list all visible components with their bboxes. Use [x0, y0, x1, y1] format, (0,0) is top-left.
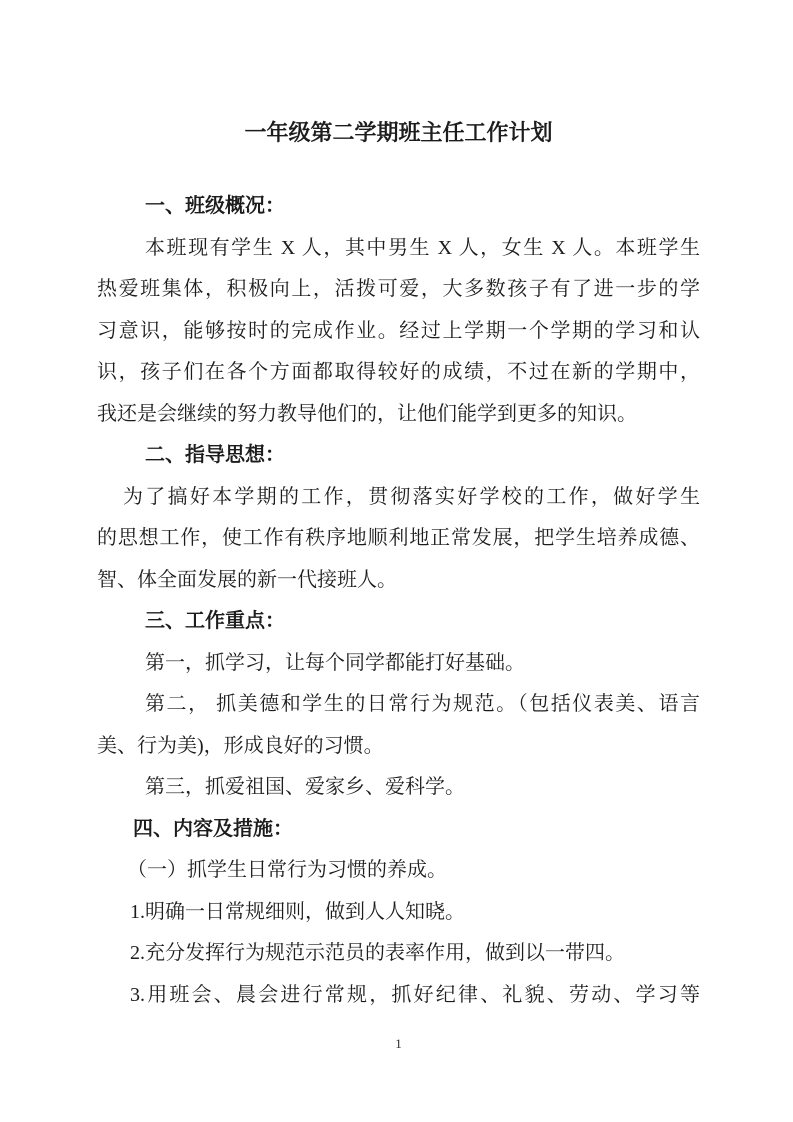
paragraph-line: 习意识，能够按时的完成作业。经过上学期一个学期的学习和认 [97, 319, 700, 342]
section-heading-content-measures: 四、内容及措施： [133, 817, 293, 840]
numbered-item-1: 1.明确一日常规细则，做到人人知晓。 [130, 900, 465, 923]
section-heading-guiding-ideology: 二、指导思想： [145, 444, 285, 466]
list-item-second: 第二， 抓美德和学生的日常行为规范。（包括仪表美、语言 [145, 693, 700, 715]
numbered-item-3: 3.用班会、晨会进行常规，抓好纪律、礼貌、劳动、学习等 [130, 983, 700, 1006]
paragraph-line: 智、体全面发展的新一代接班人。 [97, 568, 397, 591]
section-heading-class-overview: 一、班级概况： [145, 195, 285, 217]
page-number: 1 [395, 1036, 402, 1051]
subsection-heading: （一）抓学生日常行为习惯的养成。 [127, 859, 447, 881]
list-item-first: 第一，抓学习，让每个同学都能打好基础。 [145, 651, 525, 674]
list-item-third: 第三，抓爱祖国、爱家乡、爱科学。 [145, 776, 465, 798]
paragraph-line: 热爱班集体，积极向上，活拨可爱，大多数孩子有了进一步的学 [97, 278, 700, 300]
paragraph-line: 为了搞好本学期的工作，贯彻落实好学校的工作，做好学生 [123, 485, 700, 508]
document-title: 一年级第二学期班主任工作计划 [244, 120, 553, 145]
document-body [97, 112, 700, 1016]
paragraph-line: 美、行为美)，形成良好的习惯。 [97, 734, 384, 757]
paragraph-line: 的思想工作，使工作有秩序地顺利地正常发展，把学生培养成德、 [97, 527, 700, 549]
paragraph-line: 识，孩子们在各个方面都取得较好的成绩，不过在新的学期中， [97, 361, 700, 383]
paragraph-line: 我还是会继续的努力教导他们的，让他们能学到更多的知识。 [97, 402, 637, 425]
numbered-item-2: 2.充分发挥行为规范示范员的表率作用，做到以一带四。 [130, 942, 625, 964]
paragraph-line: 本班现有学生 X 人，其中男生 X 人，女生 X 人。本班学生 [145, 236, 700, 259]
section-heading-work-focus: 三、工作重点： [145, 610, 285, 632]
